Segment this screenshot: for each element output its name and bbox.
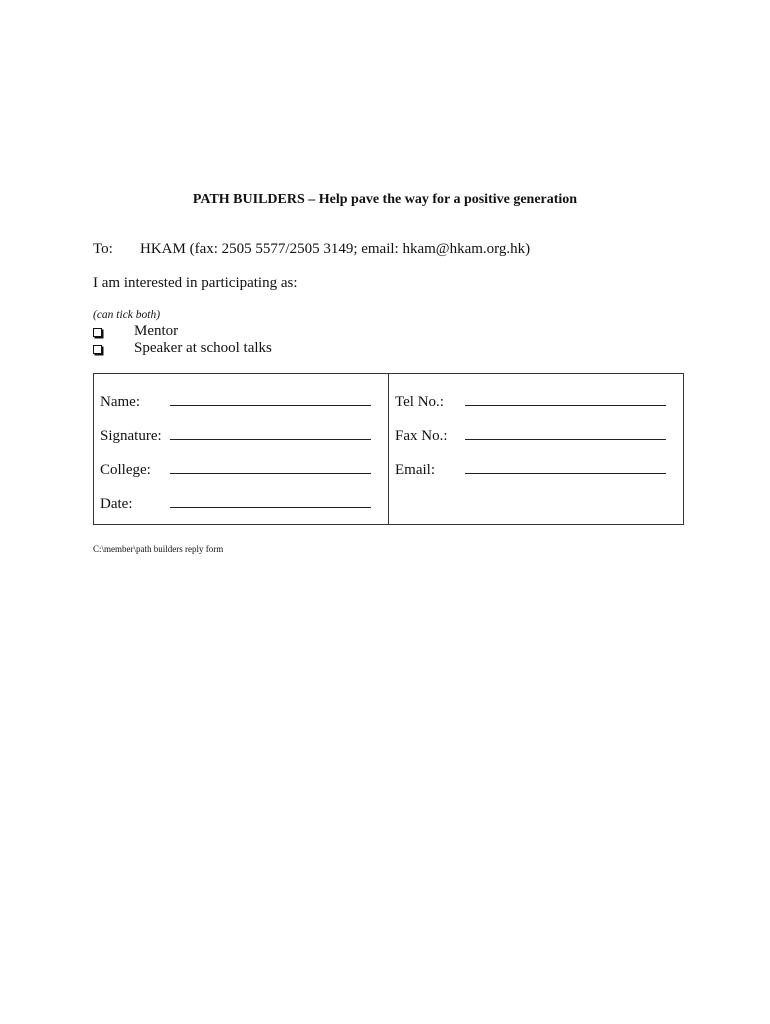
- fax-input[interactable]: [465, 425, 666, 440]
- date-field: [100, 493, 371, 513]
- tel-input[interactable]: [465, 391, 666, 406]
- name-input[interactable]: [170, 391, 371, 406]
- option-mentor[interactable]: [93, 323, 178, 340]
- option-label: Mentor: [134, 323, 179, 339]
- signature-field: [100, 425, 371, 445]
- column-divider: [388, 374, 389, 524]
- option-label: Speaker at school talks: [134, 340, 272, 356]
- signature-input[interactable]: [170, 425, 371, 440]
- college-label: College:: [100, 462, 151, 478]
- recipient-line: [93, 241, 530, 258]
- mentor-checkbox[interactable]: [93, 328, 102, 337]
- speaker-checkbox[interactable]: [93, 345, 102, 354]
- date-input[interactable]: [170, 493, 371, 508]
- college-input[interactable]: [170, 459, 371, 474]
- email-input[interactable]: [465, 459, 666, 474]
- tick-note: (can tick both): [93, 309, 161, 321]
- option-speaker[interactable]: [93, 340, 272, 357]
- contact-form-box: [93, 373, 684, 525]
- name-label: Name:: [100, 394, 140, 410]
- intro-text: I am interested in participating as:: [93, 275, 298, 291]
- email-field: [395, 459, 666, 479]
- tel-field: [395, 391, 666, 411]
- college-field: [100, 459, 371, 479]
- name-field: [100, 391, 371, 411]
- email-label: Email:: [395, 462, 435, 478]
- file-path-footer: C:\member\path builders reply form: [93, 544, 224, 554]
- fax-field: [395, 425, 666, 445]
- recipient-details: HKAM (fax: 2505 5577/2505 3149; email: hkam@hkam.org.hk): [140, 241, 531, 257]
- page-title: PATH BUILDERS – Help pave the way for a positive generation: [192, 192, 578, 207]
- signature-label: Signature:: [100, 428, 162, 444]
- tel-label: Tel No.:: [395, 394, 444, 410]
- date-label: Date:: [100, 496, 133, 512]
- to-label: To:: [93, 241, 113, 257]
- fax-label: Fax No.:: [395, 428, 448, 444]
